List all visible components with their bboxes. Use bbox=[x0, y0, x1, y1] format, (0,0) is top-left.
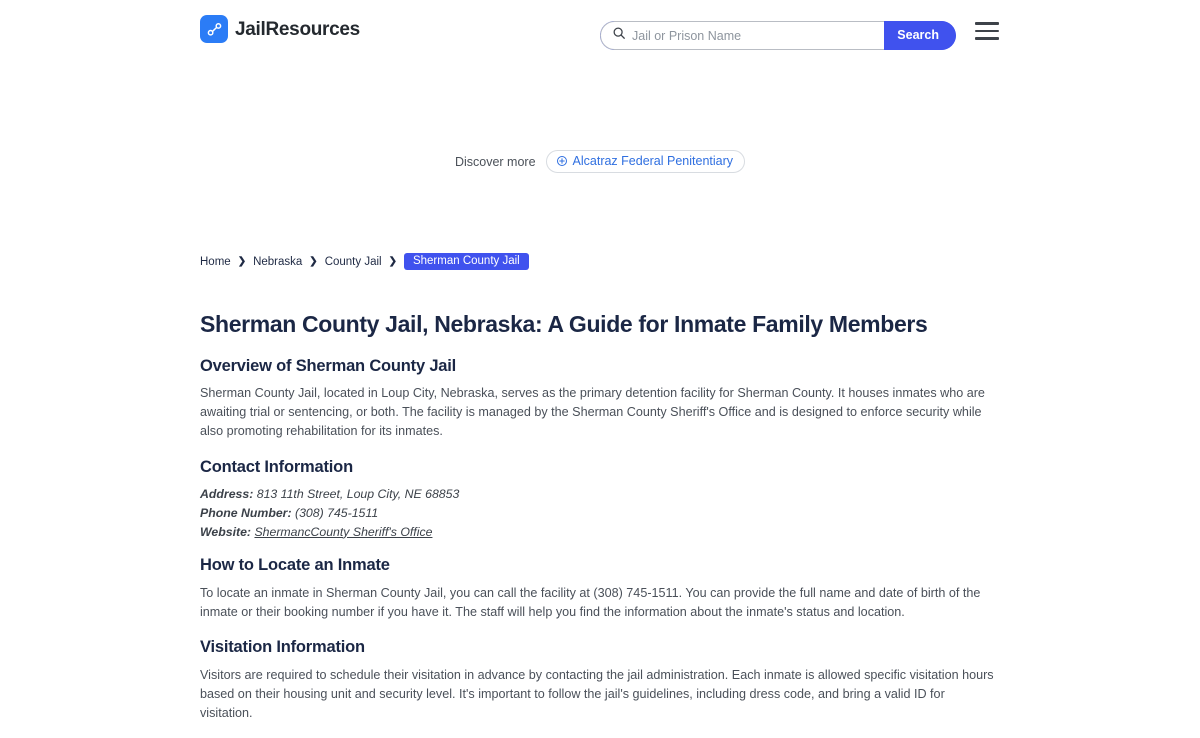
discover-more-label: Discover more bbox=[454, 154, 536, 169]
contact-address-value: 813 11th Street, Loup City, NE 68853 bbox=[256, 487, 460, 502]
section-body-visitation: Visitors are required to schedule their visitation in advance by contacting the jail administration. Each inmate is allowed specific visitation hours based on their housing unit and security level. It's important to follow the jail's guidelines, including dress code, and bring a valid ID for visitation. bbox=[200, 667, 994, 720]
circle-plus-icon bbox=[556, 155, 568, 167]
search-button[interactable]: Search bbox=[884, 21, 956, 50]
route-pin-icon bbox=[200, 15, 228, 43]
search-input[interactable] bbox=[632, 29, 874, 43]
contact-information-list bbox=[200, 485, 1000, 541]
menu-bar-1 bbox=[975, 22, 999, 25]
site-header bbox=[0, 0, 1200, 58]
brand-name: JailResources bbox=[235, 18, 360, 40]
discover-more-row bbox=[0, 150, 1200, 173]
section-heading-overview: Overview of Sherman County Jail bbox=[200, 356, 457, 375]
breadcrumb-item-home[interactable]: Home bbox=[200, 255, 231, 268]
menu-bar-3 bbox=[975, 37, 999, 40]
contact-website-row bbox=[200, 523, 1000, 542]
brand-logo[interactable] bbox=[200, 14, 360, 44]
breadcrumb-item-current: Sherman County Jail bbox=[404, 253, 529, 270]
section-heading-visitation: Visitation Information bbox=[200, 638, 365, 657]
contact-address-label: Address: bbox=[200, 487, 254, 502]
section-heading-contact: Contact Information bbox=[200, 457, 353, 476]
article-content bbox=[200, 310, 1000, 738]
search-field[interactable] bbox=[600, 21, 884, 50]
breadcrumb-separator: ❯ bbox=[388, 255, 397, 267]
contact-website-link[interactable]: ShermancCounty Sheriff's Office bbox=[254, 524, 433, 539]
contact-phone-label: Phone Number: bbox=[200, 505, 292, 520]
breadcrumb-item-county-jail[interactable]: County Jail bbox=[324, 255, 382, 268]
section-heading-locate-inmate: How to Locate an Inmate bbox=[200, 556, 390, 575]
breadcrumb-separator: ❯ bbox=[237, 255, 247, 267]
page-title: Sherman County Jail, Nebraska: A Guide for Inmate Family Members bbox=[200, 311, 928, 337]
contact-phone-value: (308) 745-1511 bbox=[294, 505, 379, 520]
breadcrumb-separator: ❯ bbox=[309, 255, 318, 267]
breadcrumb-item-nebraska[interactable]: Nebraska bbox=[253, 255, 303, 268]
discover-chip-label: Alcatraz Federal Penitentiary bbox=[572, 154, 734, 168]
contact-address-row bbox=[200, 485, 1000, 504]
contact-website-label: Website: bbox=[200, 524, 252, 539]
search-bar bbox=[600, 21, 956, 50]
section-body-overview: Sherman County Jail, located in Loup City, Nebraska, serves as the primary detention facility for Sherman County. It houses inmates who are awaiting trial or sentencing, or both. The facility is managed by the Sherman County Sheriff's Office and is designed to enforce security while also promoting rehabilitation for its inmates. bbox=[200, 386, 985, 439]
search-icon bbox=[612, 26, 626, 45]
section-body-locate-inmate: To locate an inmate in Sherman County Jail, you can call the facility at (308) 745-1511. You can provide the full name and date of birth of the inmate or their booking number if you have it. The staff will help you find the information about the inmate's status and location. bbox=[200, 585, 981, 620]
breadcrumb bbox=[200, 253, 529, 270]
contact-phone-row bbox=[200, 504, 1000, 523]
hamburger-menu-icon[interactable] bbox=[975, 22, 999, 40]
discover-chip-alcatraz[interactable] bbox=[546, 150, 746, 173]
menu-bar-2 bbox=[975, 30, 999, 33]
